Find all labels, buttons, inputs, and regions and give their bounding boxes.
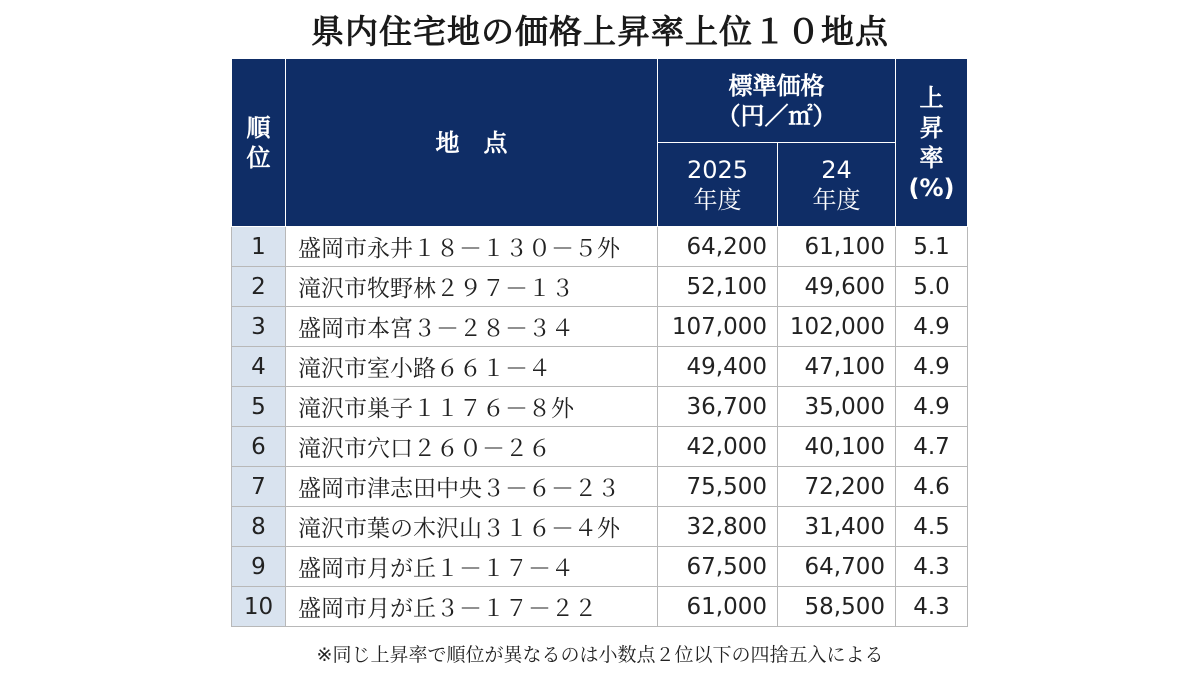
- price-2025-cell: 36,700: [658, 387, 778, 427]
- table-row: [232, 267, 968, 307]
- location-cell: 滝沢市巣子１１７６－８外: [286, 387, 658, 427]
- location-cell: 盛岡市月が丘３－１７－２２: [286, 587, 658, 627]
- price-2025-cell: 49,400: [658, 347, 778, 387]
- rank-cell: 2: [232, 267, 286, 307]
- price-24-cell: 58,500: [778, 587, 896, 627]
- rank-cell: 7: [232, 467, 286, 507]
- price-2025-cell: 61,000: [658, 587, 778, 627]
- price-2025-cell: 52,100: [658, 267, 778, 307]
- price-header: [658, 59, 896, 143]
- ranking-table: [231, 58, 968, 627]
- rate-cell: 5.1: [896, 227, 968, 267]
- location-cell: 盛岡市月が丘１－１７－４: [286, 547, 658, 587]
- year-24-label: 24: [821, 155, 852, 184]
- year-2025-label: 2025: [686, 155, 749, 184]
- location-cell: 滝沢市室小路６６１－４: [286, 347, 658, 387]
- location-header: [286, 59, 658, 227]
- price-24-cell: 49,600: [778, 267, 896, 307]
- price-2025-cell: 42,000: [658, 427, 778, 467]
- location-cell: 滝沢市葉の木沢山３１６－４外: [286, 507, 658, 547]
- table-row: [232, 547, 968, 587]
- rate-cell: 4.7: [896, 427, 968, 467]
- price-24-cell: 102,000: [778, 307, 896, 347]
- table-row: [232, 347, 968, 387]
- year-2025-suffix: 年度: [693, 185, 742, 214]
- rank-cell: 9: [232, 547, 286, 587]
- footnote: ※同じ上昇率で順位が異なるのは小数点２位以下の四捨五入による: [316, 644, 884, 666]
- price-header-label: 標準価格: [728, 71, 825, 100]
- table-row: [232, 507, 968, 547]
- rank-header-label: 順位: [246, 113, 271, 172]
- rank-cell: 8: [232, 507, 286, 547]
- rank-cell: 1: [232, 227, 286, 267]
- price-2025-cell: 67,500: [658, 547, 778, 587]
- year-24-header: [778, 143, 896, 227]
- location-cell: 盛岡市永井１８－１３０－５外: [286, 227, 658, 267]
- table-row: [232, 467, 968, 507]
- rate-cell: 4.9: [896, 307, 968, 347]
- rank-cell: 5: [232, 387, 286, 427]
- rate-header-char-1: 上: [919, 83, 944, 112]
- rate-cell: 4.5: [896, 507, 968, 547]
- price-24-cell: 72,200: [778, 467, 896, 507]
- table-row: [232, 387, 968, 427]
- rate-header-unit: (%): [908, 173, 955, 202]
- location-header-label: 地 点: [435, 128, 508, 157]
- year-2025-header: [658, 143, 778, 227]
- rate-cell: 4.3: [896, 547, 968, 587]
- price-2025-cell: 32,800: [658, 507, 778, 547]
- price-24-cell: 61,100: [778, 227, 896, 267]
- price-24-cell: 40,100: [778, 427, 896, 467]
- rank-cell: 10: [232, 587, 286, 627]
- table-row: [232, 427, 968, 467]
- rank-cell: 6: [232, 427, 286, 467]
- price-24-cell: 64,700: [778, 547, 896, 587]
- rank-cell: 3: [232, 307, 286, 347]
- price-24-cell: 47,100: [778, 347, 896, 387]
- table-row: [232, 227, 968, 267]
- rank-header: [232, 59, 286, 227]
- location-cell: 盛岡市本宮３－２８－３４: [286, 307, 658, 347]
- rate-cell: 5.0: [896, 267, 968, 307]
- price-2025-cell: 107,000: [658, 307, 778, 347]
- location-cell: 盛岡市津志田中央３－６－２３: [286, 467, 658, 507]
- rate-cell: 4.6: [896, 467, 968, 507]
- location-cell: 滝沢市穴口２６０－２６: [286, 427, 658, 467]
- rate-header: [896, 59, 968, 227]
- rate-cell: 4.3: [896, 587, 968, 627]
- location-cell: 滝沢市牧野林２９７－１３: [286, 267, 658, 307]
- table-body: [232, 227, 968, 627]
- table-title: 県内住宅地の価格上昇率上位１０地点: [311, 12, 889, 51]
- year-24-suffix: 年度: [812, 185, 861, 214]
- rate-cell: 4.9: [896, 387, 968, 427]
- rate-header-char-2: 昇: [919, 113, 944, 142]
- price-2025-cell: 75,500: [658, 467, 778, 507]
- price-24-cell: 31,400: [778, 507, 896, 547]
- rank-cell: 4: [232, 347, 286, 387]
- price-2025-cell: 64,200: [658, 227, 778, 267]
- table-row: [232, 587, 968, 627]
- rate-header-char-3: 率: [919, 143, 944, 172]
- price-24-cell: 35,000: [778, 387, 896, 427]
- price-unit-label: （円／㎡）: [716, 101, 837, 130]
- table-row: [232, 307, 968, 347]
- rate-cell: 4.9: [896, 347, 968, 387]
